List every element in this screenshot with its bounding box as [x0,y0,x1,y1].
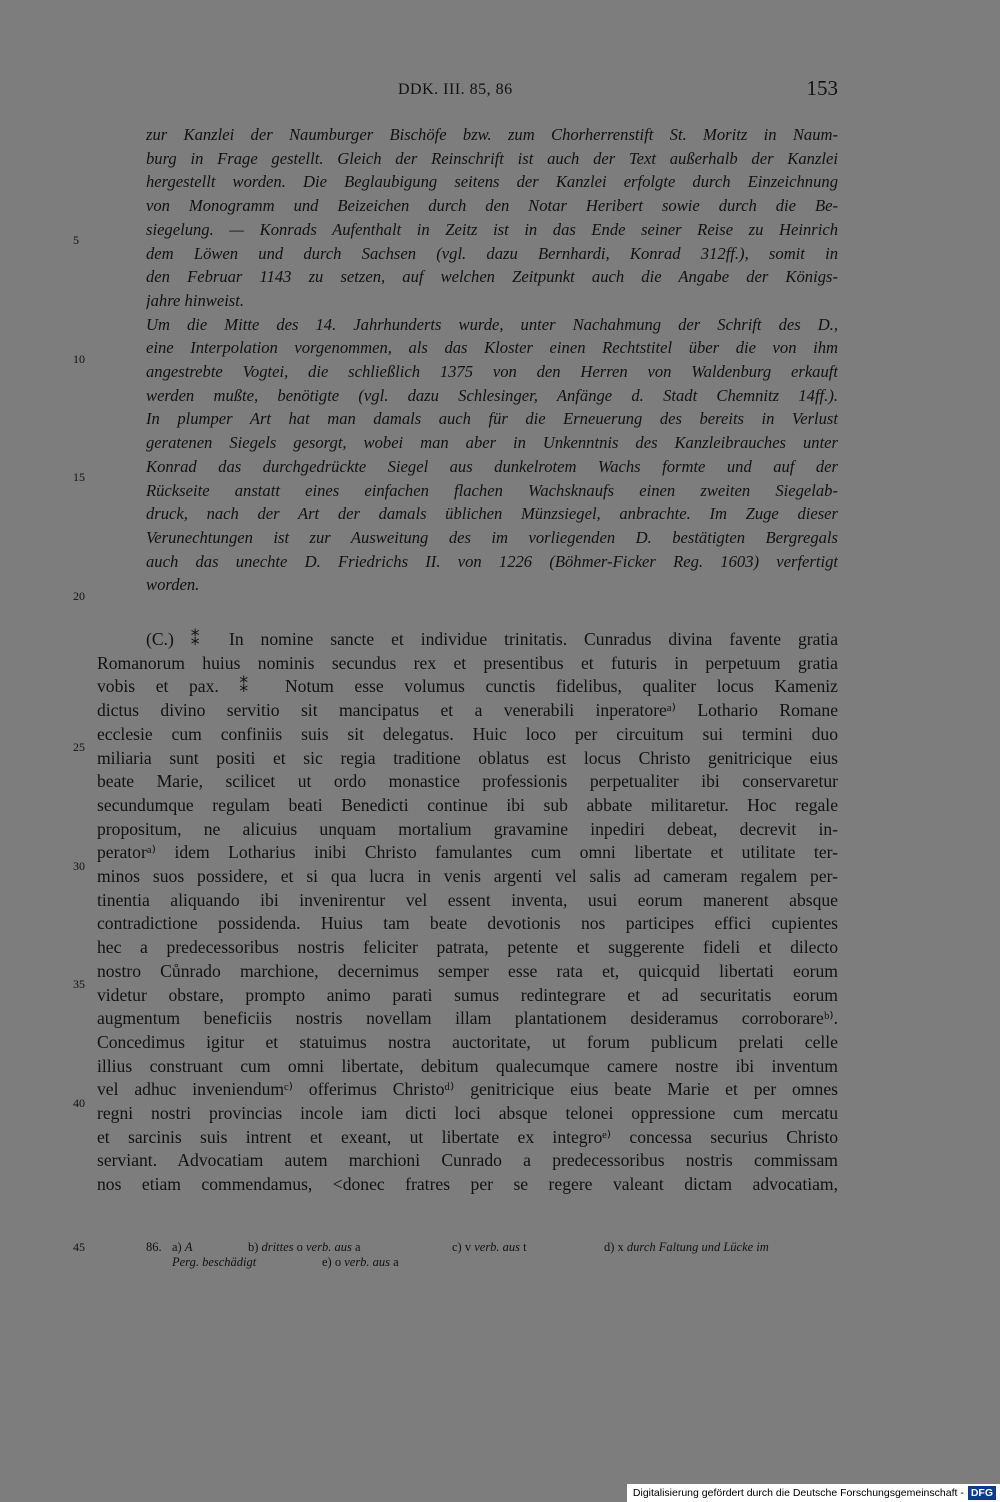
commentary-line-text: hergestellt worden. Die Beglaubigung seitens der Kanzlei erfolgte durch Einzeichnung [146,172,838,192]
dfg-credit-banner [627,1484,1000,1502]
line-number: 30 [73,859,85,873]
commentary-line-text: auch das unechte D. Friedrichs II. von 1226 (Böhmer-Ficker Reg. 1603) verfertigt [146,551,838,571]
commentary-line-text: druck, nach der Art der damals üblichen Münzsiegel, anbrachte. Im Zuge dieser [146,504,838,524]
line-number: 20 [73,589,85,603]
charter-line-text: (C.) ⁑ In nomine sancte et individue trinitatis. Cunradus divina favente gratia [146,629,838,649]
commentary-line-text: Um die Mitte des 14. Jahrhunderts wurde, unter Nachahmung der Schrift des D., [146,314,838,334]
commentary-line-text: burg in Frage gestellt. Gleich der Reinschrift ist auch der Text außerhalb der Kanzlei [146,148,838,168]
dfg-logo: DFG [968,1486,996,1500]
charter-line-text: miliaria sunt positi et sic regia traditione oblatus est locus Christo genitricique eius [97,747,838,768]
charter-line-text: illius construant cum omni libertate, debitum qualecumque camere nostre ibi inventum [97,1055,838,1076]
charter-line-text: secundumque regulam beati Benedicti continue ibi sub abbate militaretur. Hoc regale [97,794,838,815]
charter-line-text: tinentia aliquando ibi invenirentur vel essent inventa, usui eorum manerent absque [97,889,838,910]
charter-line-text: serviant. Advocatiam autem marchioni Cunrado a predecessoribus nostris commissam [97,1150,838,1171]
commentary-line-text: geratenen Siegels gesorgt, wobei man aber in Unkenntnis des Kanzleibrauches unter [146,433,838,453]
commentary-line-text: Rückseite anstatt eines einfachen flachen Wachsknaufs einen zweiten Siegelab- [146,480,838,500]
charter-line-text: videtur obstare, prompto animo parati sumus redintegrare et ad securitatis eorum [97,984,838,1005]
commentary-line-text: dem Löwen und durch Sachsen (vgl. dazu Bernhardi, Konrad 312ff.), somit in [146,243,838,263]
line-number: 35 [73,977,85,991]
line-number: 45 [73,1240,85,1254]
charter-line-text: contradictione possidenda. Huius tam beate devotionis nos participes effici cupientes [97,913,838,934]
charter-line-text: et sarcinis suis intrent et exeant, ut libertate ex integroᵉ⁾ concessa securius Christo [97,1126,838,1147]
commentary-line-text: angestrebte Vogtei, die schließlich 1375 von den Herren von Waldenburg erkauft [146,362,838,381]
charter-line-text: nos etiam commendamus, <donec fratres per se regere valeant dictam advocatiam, [97,1174,838,1195]
commentary-line-text: Verunechtungen ist zur Ausweitung des im vorliegenden D. bestätigten Bergregals [146,527,838,547]
charter-line-text: hec a predecessoribus nostris feliciter patrata, petente et suggerente fideli et dilecto [97,937,838,958]
footnote-c: c) v verb. aus t [452,1240,527,1254]
footnote-d-continued: Perg. beschädigt [172,1255,257,1269]
footnote-label: 86. [146,1240,162,1254]
line-number: 15 [73,470,85,484]
footnote-a: a) A [172,1240,193,1254]
footnote-e: e) o verb. aus a [322,1255,399,1269]
running-title: DDK. III. 85, 86 [398,81,513,98]
commentary-line-text: von Monogramm und Beizeichen durch den Notar Heribert sowie durch die Be- [146,196,838,216]
charter-line-text: Concedimus igitur et statuimus nostra auctoritate, ut forum publicum prelati celle [97,1031,838,1052]
charter-line-text: vobis et pax. ⁑ Notum esse volumus cunctis fidelibus, qualiter locus Kameniz [97,676,838,697]
charter-line-text: minos suos possidere, et si qua lucra in venis argenti vel salis ad cameram regalem per- [97,866,838,886]
running-head [0,76,1000,106]
charter-line-text: augmentum beneficiis nostris novellam illam plantationem desideramus corroborareᵇ⁾. [97,1008,838,1029]
credit-text: Digitalisierung gefördert durch die Deutsche Forschungsgemeinschaft - [632,1487,964,1499]
charter-line-text: beate Marie, scilicet ut ordo monastice professionis perpetualiter ibi conservaretur [97,771,838,792]
charter-line-text: propositum, ne alicuius unquam mortalium gravamine inpediri debeat, decrevit in- [97,818,838,839]
charter-line-text: dictus divino servitio sit mancipatus et a venerabili inperatoreᵃ⁾ Lothario Romane [97,700,838,721]
footnote-d: d) x durch Faltung und Lücke im [604,1240,769,1254]
commentary-line-text: zur Kanzlei der Naumburger Bischöfe bzw. zum Chorherrenstift St. Moritz in Naum- [146,125,838,144]
commentary-line-text: eine Interpolation vorgenommen, als das Kloster einen Rechtstitel über die von ihm [146,338,838,358]
commentary-line-text: siegelung. — Konrads Aufenthalt in Zeitz ist in das Ende seiner Reise zu Heinrich [146,219,838,239]
commentary-line-text: den Februar 1143 zu setzen, auf welchen Zeitpunkt auch die Angabe der Königs- [146,267,838,287]
footnote-b: b) drittes o verb. aus a [248,1240,361,1254]
charter-line-text: Romanorum huius nominis secundus rex et presentibus et futuris in perpetuum gratia [97,652,838,673]
page-number: 153 [806,76,838,100]
commentary-line-text: Konrad das durchgedrückte Siegel aus dunkelrotem Wachs formte und auf der [146,456,838,476]
line-number: 25 [73,740,85,754]
charter-line-text: nostro Cůnrado marchione, decernimus semper esse rata et, quicquid libertati eorum [97,960,838,981]
line-number: 10 [73,352,85,366]
line-number: 5 [73,233,79,247]
line-number: 40 [73,1096,85,1110]
commentary-line-text: worden. [146,575,200,595]
commentary-line-text: jahre hinweist. [146,290,245,310]
commentary-line-text: werden mußte, benötigte (vgl. dazu Schlesinger, Anfänge d. Stadt Chemnitz 14ff.). [146,385,838,405]
charter-line-text: vel adhuc inveniendumᶜ⁾ offerimus Christoᵈ⁾ genitricique eius beate Marie et per omnes [97,1079,838,1100]
commentary-line-text: In plumper Art hat man damals auch für die Erneuerung des bereits in Verlust [146,409,838,429]
charter-line-text: peratorᵃ⁾ idem Lotharius inibi Christo famulantes cum omni libertate et utilitate ter- [97,842,838,863]
charter-line-text: ecclesie cum confiniis suis sit delegatus. Huic loco per circuitum sui termini duo [97,723,838,744]
charter-line-text: regni nostri provincias incole iam dicti loci absque telonei oppressione cum mercatu [97,1103,838,1123]
